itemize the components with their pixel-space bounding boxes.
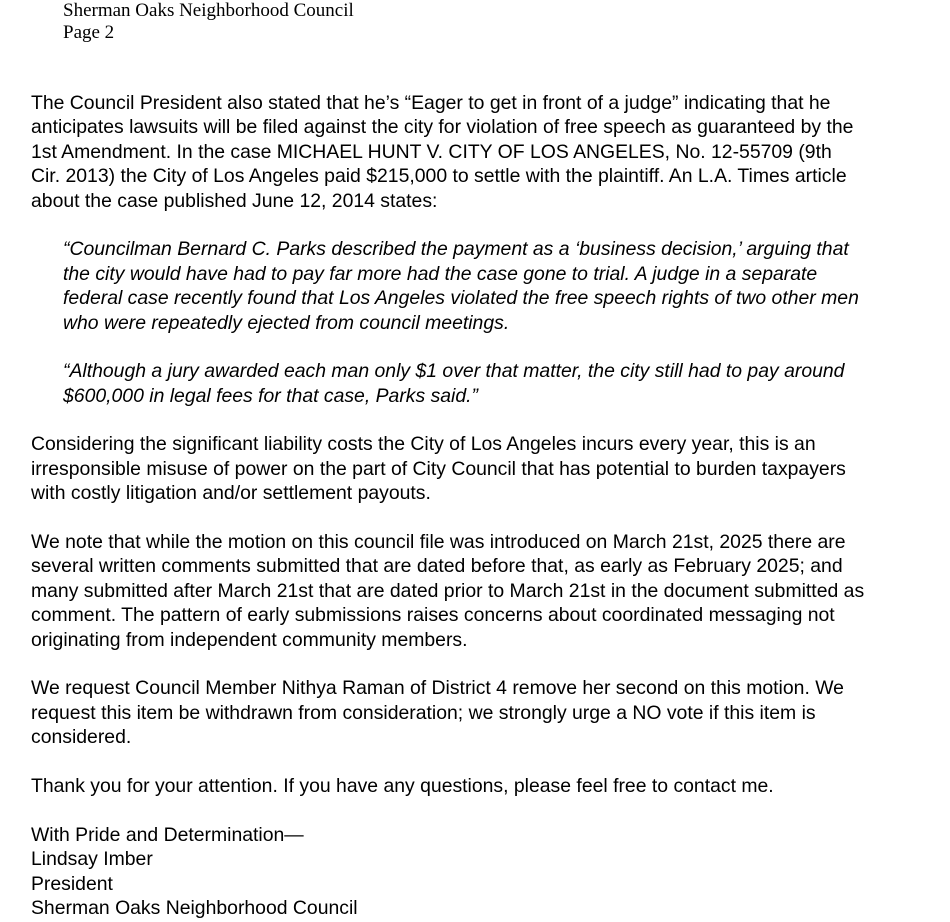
text-line: Thank you for your attention. If you have any questions, please feel free to contact me.	[31, 774, 774, 797]
text-line: anticipates lawsuits will be filed against the city for violation of free speech as guaranteed by the	[31, 116, 854, 139]
quote-line: federal case recently found that Los Angeles violated the free speech rights of two other men	[63, 287, 859, 310]
text-line: Cir. 2013) the City of Los Angeles paid $215,000 to settle with the plaintiff. An L.A. Times article	[31, 165, 847, 188]
text-line: 1st Amendment. In the case MICHAEL HUNT V. CITY OF LOS ANGELES, No. 12-55709 (9th	[31, 140, 832, 163]
text-line: with costly litigation and/or settlement payouts.	[31, 482, 431, 505]
paragraph-thanks	[31, 774, 950, 798]
text-line: We note that while the motion on this council file was introduced on March 21st, 2025 there are	[31, 531, 846, 554]
quote-line: who were repeatedly ejected from council meetings.	[63, 311, 510, 334]
header-organization: Sherman Oaks Neighborhood Council	[63, 0, 354, 21]
block-quote-parks	[63, 237, 950, 335]
text-line: many submitted after March 21st that are dated prior to March 21st in the document submitted as	[31, 579, 865, 602]
text-line: The Council President also stated that he’s “Eager to get in front of a judge” indicating that he	[31, 92, 831, 114]
quote-line: “Councilman Bernard C. Parks described the payment as a ‘business decision,’ arguing that	[63, 238, 849, 261]
paragraph-lawsuit-context	[31, 91, 950, 213]
quote-line: the city would have had to pay far more had the case gone to trial. A judge in a separate	[63, 262, 818, 285]
text-line: We request Council Member Nithya Raman of District 4 remove her second on this motion. We	[31, 677, 844, 700]
block-quote-jury	[63, 359, 950, 408]
header-page-number: Page 2	[63, 22, 115, 43]
text-line: Considering the significant liability costs the City of Los Angeles incurs every year, this is an	[31, 433, 816, 456]
letter-body	[31, 91, 950, 920]
quote-line: “Although a jury awarded each man only $1 over that matter, the city still had to pay around	[63, 360, 845, 383]
quote-line: $600,000 in legal fees for that case, Parks said.”	[63, 384, 478, 407]
signature-name: Lindsay Imber	[31, 848, 153, 871]
text-line: originating from independent community members.	[31, 628, 468, 651]
text-line: about the case published June 12, 2014 states:	[31, 189, 438, 212]
text-line: considered.	[31, 726, 132, 749]
signature-organization: Sherman Oaks Neighborhood Council	[31, 896, 358, 919]
paragraph-liability	[31, 432, 950, 505]
signature-closing: With Pride and Determination—	[31, 823, 304, 846]
paragraph-early-submissions	[31, 530, 950, 652]
signature-title: President	[31, 872, 113, 895]
signature-block	[31, 823, 950, 921]
text-line: request this item be withdrawn from consideration; we strongly urge a NO vote if this item is	[31, 701, 816, 724]
text-line: several written comments submitted that are dated before that, as early as February 2025; and	[31, 555, 843, 578]
page-header	[63, 0, 354, 44]
paragraph-request	[31, 676, 950, 749]
text-line: irresponsible misuse of power on the part of City Council that has potential to burden taxpayers	[31, 457, 846, 480]
text-line: comment. The pattern of early submissions raises concerns about coordinated messaging not	[31, 604, 835, 627]
